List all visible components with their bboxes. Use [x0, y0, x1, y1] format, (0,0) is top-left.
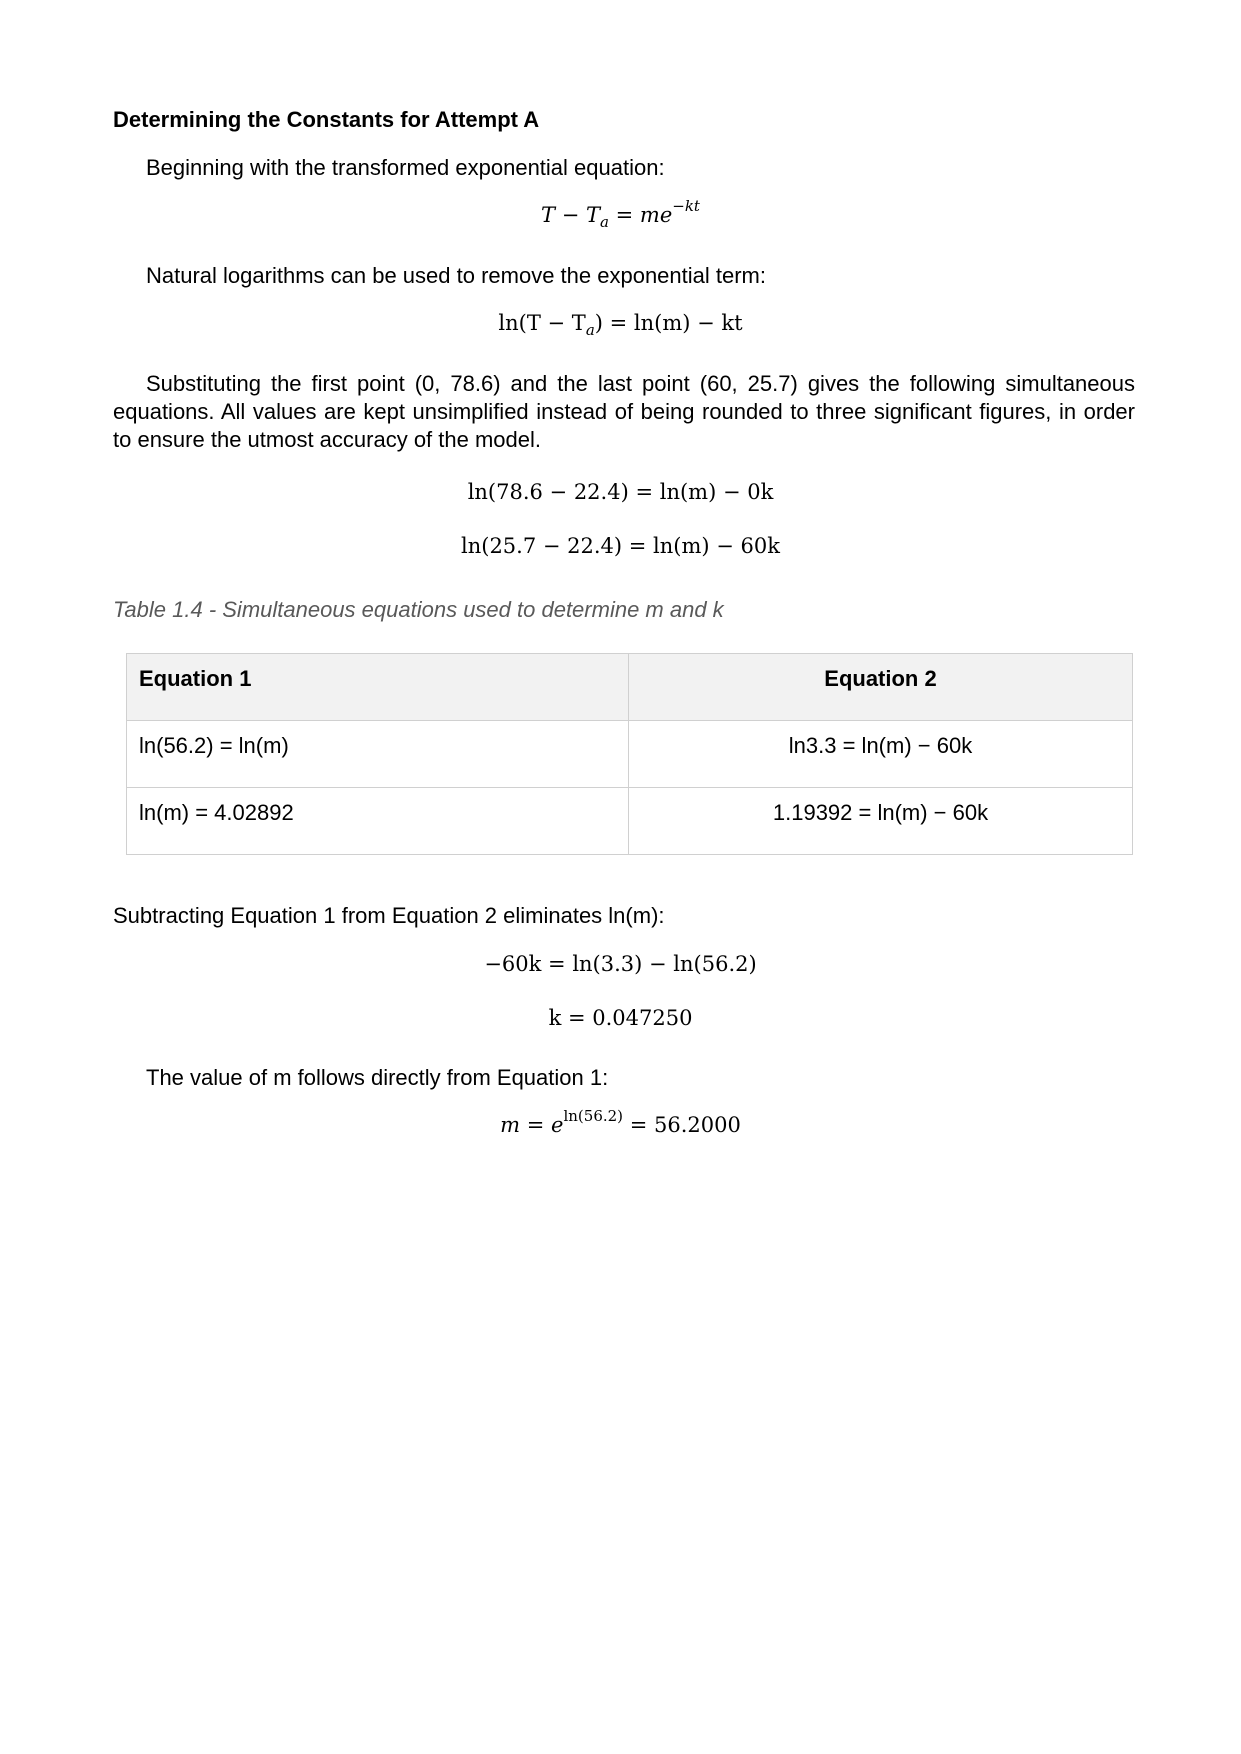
table-cell: ln(56.2) = ln(m)	[127, 721, 629, 788]
table-cell: ln3.3 = ln(m) − 60k	[629, 721, 1133, 788]
equation-m-value: $m = e^{ln(56.2)} = 56.2000$	[500, 1107, 741, 1137]
logarithm-paragraph: Natural logarithms can be used to remove the exponential term:	[146, 263, 766, 288]
intro-paragraph: Beginning with the transformed exponential equation:	[146, 155, 665, 180]
substitution-paragraph: Substituting the first point (0, 78.6) and the last point (60, 25.7) gives the following simultaneous equations. All values are kept unsimplified instead of being rounded to three significant figures, in order to ensure the utmost accuracy of the model.	[113, 371, 1135, 452]
equation-logarithm: $\ln(T - T_a) = \ln(m)$ − kt	[498, 311, 743, 339]
equation-k-expression: −60k = ln(3.3) − ln(56.2)	[484, 952, 757, 976]
table-caption: Table 1.4 - Simultaneous equations used to determine m and k	[113, 597, 724, 622]
simultaneous-equations-table	[126, 653, 1133, 855]
header-equation-2: Equation 2	[629, 654, 1133, 721]
table-row	[127, 788, 1133, 855]
table-header-row	[127, 654, 1133, 721]
equation-k-value: k = 0.047250	[548, 1006, 693, 1030]
header-equation-1: Equation 1	[127, 654, 629, 721]
subtraction-paragraph: Subtracting Equation 1 from Equation 2 eliminates ln(m):	[113, 903, 665, 928]
table-cell: 1.19392 = ln(m) − 60k	[629, 788, 1133, 855]
equation-last-point: ln(25.7 − 22.4) = ln(m) − 60k	[461, 534, 780, 558]
equation-first-point: ln(78.6 − 22.4) = ln(m) − 0k	[467, 480, 774, 504]
m-value-paragraph: The value of m follows directly from Equation 1:	[146, 1065, 609, 1090]
table-row	[127, 721, 1133, 788]
section-heading: Determining the Constants for Attempt A	[113, 107, 540, 132]
table-cell: ln(m) = 4.02892	[127, 788, 629, 855]
equation-exponential: $T - T_a = me^{-kt}$	[541, 197, 700, 231]
